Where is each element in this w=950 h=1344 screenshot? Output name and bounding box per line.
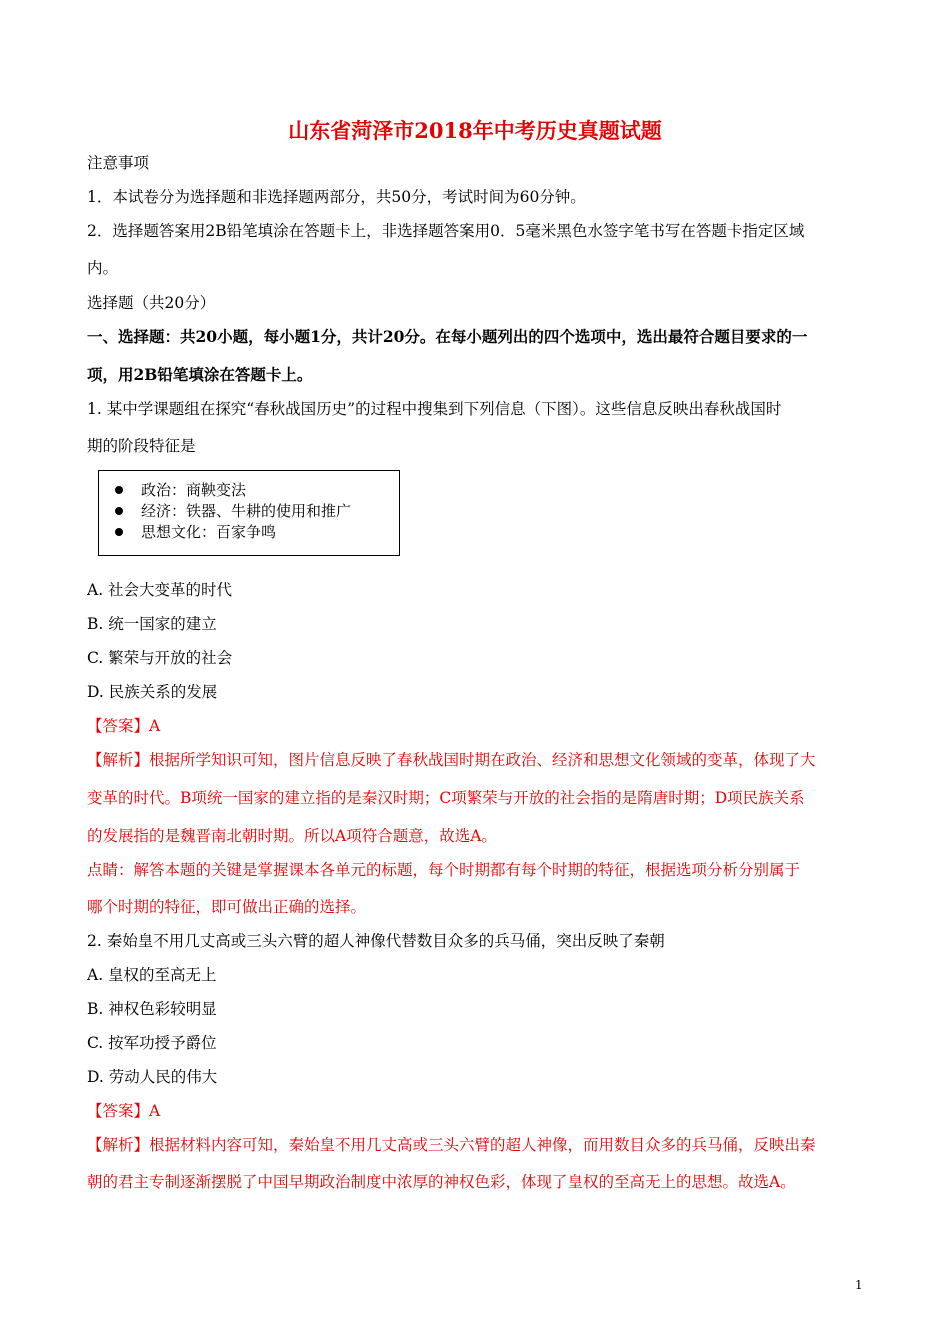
q2-option-a: A. 皇权的至高无上 (87, 966, 217, 984)
q2-analysis-line-1: 【解析】根据材料内容可知，秦始皇不用几丈高或三头六臂的超人神像，而用数目众多的兵马俑，反映出秦 (87, 1136, 816, 1154)
q1-tip-line-2: 哪个时期的特征，即可做出正确的选择。 (87, 898, 367, 916)
q1-analysis-line-2: 变革的时代。B项统一国家的建立指的是秦汉时期；C项繁荣与开放的社会指的是隋唐时期；D项民族关系 (87, 789, 805, 807)
q1-info-box (98, 470, 400, 556)
q1-option-b: B. 统一国家的建立 (87, 615, 217, 633)
q2-answer: 【答案】A (87, 1102, 161, 1120)
section-instruction-line-2: 项，用2B铅笔填涂在答题卡上。 (87, 365, 313, 384)
q2-option-c: C. 按军功授予爵位 (87, 1034, 217, 1052)
q1-analysis-line-3: 的发展指的是魏晋南北朝时期。所以A项符合题意，故选A。 (87, 827, 497, 845)
info-item (99, 500, 399, 521)
q2-option-b: B. 神权色彩较明显 (87, 1000, 217, 1018)
bullet-icon (115, 507, 123, 515)
notes-heading: 注意事项 (87, 154, 150, 172)
notes-item-1: 1．本试卷分为选择题和非选择题两部分，共50分，考试时间为60分钟。 (87, 188, 586, 206)
info-item (99, 521, 399, 542)
info-item (99, 479, 399, 500)
info-item-text: 政治：商鞅变法 (141, 481, 247, 499)
q2-option-d: D. 劳动人民的伟大 (87, 1068, 218, 1086)
q1-analysis-line-1: 【解析】根据所学知识可知，图片信息反映了春秋战国时期在政治、经济和思想文化领域的变革，体现了大 (87, 751, 816, 769)
bullet-icon (115, 528, 123, 536)
info-item-text: 思想文化：百家争鸣 (141, 523, 277, 541)
bullet-icon (115, 486, 123, 494)
section-label: 选择题（共20分） (87, 294, 216, 312)
notes-item-2-line-1: 2．选择题答案用2B铅笔填涂在答题卡上，非选择题答案用0．5毫米黑色水签字笔书写在答题卡指定区域 (87, 222, 805, 240)
q1-tip-line-1: 点睛：解答本题的关键是掌握课本各单元的标题，每个时期都有每个时期的特征，根据选项分析分别属于 (87, 861, 801, 879)
q1-option-a: A. 社会大变革的时代 (87, 581, 233, 599)
q1-answer: 【答案】A (87, 717, 161, 735)
document-title: 山东省菏泽市2018年中考历史真题试题 (288, 118, 662, 143)
section-instruction-line-1: 一、选择题：共20小题，每小题1分，共计20分。在每小题列出的四个选项中，选出最符合题目要求的一 (87, 327, 808, 346)
info-item-text: 经济：铁器、牛耕的使用和推广 (141, 502, 352, 520)
q2-analysis-line-2: 朝的君主专制逐渐摆脱了中国早期政治制度中浓厚的神权色彩，体现了皇权的至高无上的思想。故选A。 (87, 1173, 796, 1191)
q1-stem-line-2: 期的阶段特征是 (87, 437, 196, 455)
q1-option-c: C. 繁荣与开放的社会 (87, 649, 233, 667)
q1-stem-line-1: 1. 某中学课题组在探究“春秋战国历史”的过程中搜集到下列信息（下图）。这些信息反映出春秋战国时 (87, 400, 782, 418)
q1-option-d: D. 民族关系的发展 (87, 683, 218, 701)
page-number: 1 (855, 1278, 863, 1292)
notes-item-2-line-2: 内。 (87, 259, 119, 277)
q2-stem: 2. 秦始皇不用几丈高或三头六臂的超人神像代替数目众多的兵马俑，突出反映了秦朝 (87, 932, 665, 950)
